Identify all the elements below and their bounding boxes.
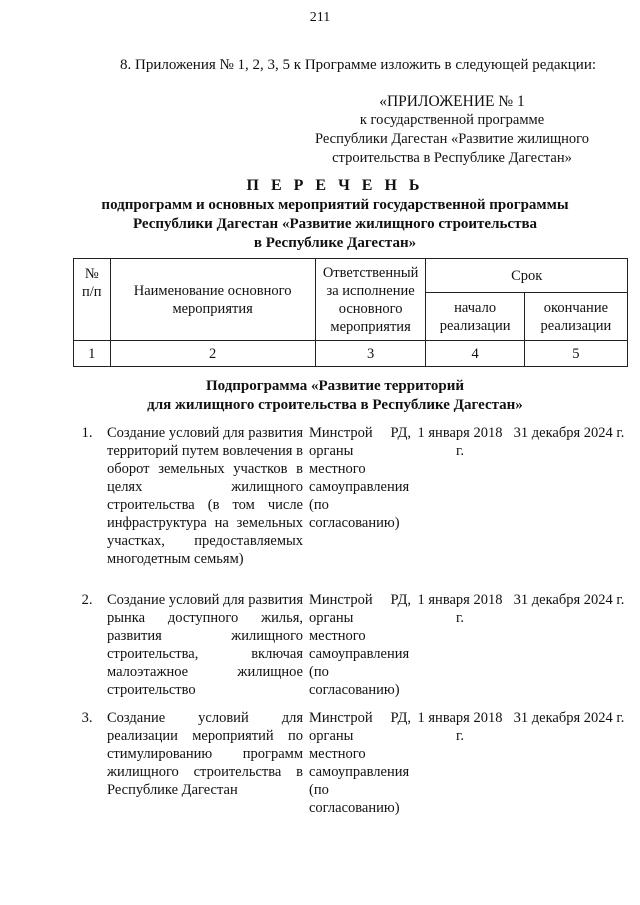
header-start: начало реализации: [426, 293, 524, 341]
row-name: Создание условий для развития территорий путем вовлечения в оборот земельных участков в целях жилищного строительства (в том числе инфраструктура на земельных участках, предоставляемых многодетным семьям): [107, 425, 303, 567]
row-start-date: 1 января 2018 г.: [417, 425, 503, 459]
intro-paragraph: 8. Приложения № 1, 2, 3, 5 к Программе изложить в следующей редакции:: [120, 57, 597, 73]
column-number-cell: 2: [110, 341, 315, 367]
row-number: 3.: [81, 710, 93, 726]
header-term: Срок: [426, 259, 628, 293]
row-start-date: 1 января 2018 г.: [417, 710, 503, 744]
row-name: Создание условий для развития рынка доступного жилья, развития жилищного строительства, включая малоэтажное жилищное строительство: [107, 592, 303, 698]
heading-line: в Республике Дагестан»: [253, 235, 417, 251]
subprogram-line: для жилищного строительства в Республике Дагестан»: [147, 397, 523, 413]
header-number: № п/п: [74, 259, 111, 341]
header-name: Наименование основного мероприятия: [110, 259, 315, 341]
appendix-line: к государственной программе: [359, 112, 545, 128]
header-end: окончание реализации: [524, 293, 627, 341]
row-name: Создание условий для реализации мероприятий по стимулированию программ жилищного строительства в Республике Дагестан: [107, 710, 303, 798]
subprogram-line: Подпрограмма «Развитие территорий: [205, 378, 465, 394]
row-responsible: Минстрой РД, органы местного самоуправления (по согласованию): [309, 710, 411, 816]
appendix-title: «ПРИЛОЖЕНИЕ № 1: [379, 93, 525, 110]
subprogram-heading: [60, 377, 610, 415]
page-number: 211: [309, 10, 331, 25]
row-end-date: 31 декабря 2024 г.: [513, 425, 625, 441]
column-number-cell: 5: [524, 341, 627, 367]
heading-line: подпрограмм и основных мероприятий государственной программы: [101, 197, 569, 213]
row-responsible: Минстрой РД, органы местного самоуправления (по согласованию): [309, 425, 411, 531]
heading-title: П Е Р Е Ч Е Н Ь: [246, 177, 424, 194]
row-responsible: Минстрой РД, органы местного самоуправления (по согласованию): [309, 592, 411, 698]
row-number: 1.: [81, 425, 93, 441]
appendix-line: Республики Дагестан «Развитие жилищного: [314, 131, 590, 147]
column-number-cell: 3: [315, 341, 426, 367]
heading-line: Республики Дагестан «Развитие жилищного строительства: [132, 216, 538, 232]
header-responsible: Ответственный за исполнение основного мероприятия: [315, 259, 426, 341]
appendix-header: [302, 92, 602, 168]
row-end-date: 31 декабря 2024 г.: [513, 592, 625, 608]
appendix-line: строительства в Республике Дагестан»: [332, 150, 572, 166]
row-end-date: 31 декабря 2024 г.: [513, 710, 625, 726]
row-number: 2.: [81, 592, 93, 608]
column-number-cell: 1: [74, 341, 111, 367]
document-heading: [60, 176, 610, 253]
row-start-date: 1 января 2018 г.: [417, 592, 503, 626]
column-number-cell: 4: [426, 341, 524, 367]
list-table-header: [73, 258, 628, 367]
